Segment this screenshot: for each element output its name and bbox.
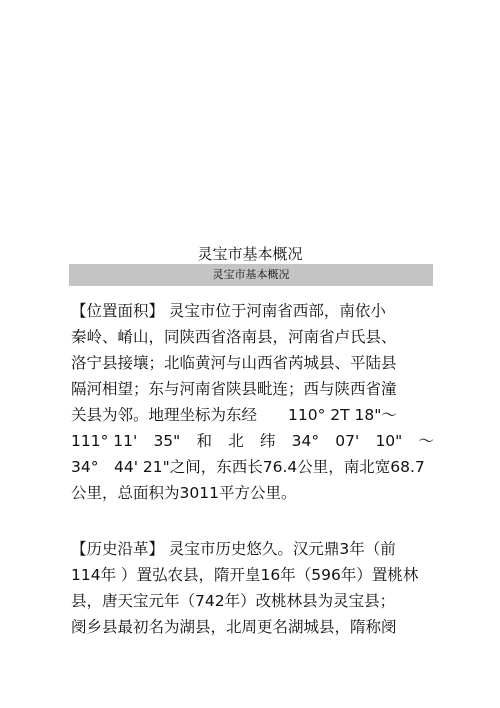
text-line: 隔河相望；东与河南省陕县毗连；西与陕西省潼: [71, 380, 397, 398]
coordinate-token: 北: [228, 432, 244, 450]
coordinate-token: 07': [335, 432, 360, 450]
coordinate-token: 34°: [291, 432, 320, 450]
text-line: 【位置面积】 灵宝市位于河南省西部，南依小: [71, 302, 386, 320]
coordinate-token: 111° 11': [71, 432, 138, 450]
text-line: 县，唐天宝元年（742年）改桃林县为灵宝县；: [71, 592, 396, 610]
coordinate-token: 纬: [259, 432, 276, 450]
coordinate-token: 和: [196, 432, 212, 450]
text-line: 秦岭、崤山，同陕西省洛南县，河南省卢氏县、: [71, 328, 397, 346]
coordinate-line: [71, 428, 434, 454]
coordinate-token: ～: [418, 432, 434, 450]
history-paragraph: [71, 536, 434, 640]
coordinate-token: 10": [375, 432, 403, 450]
location-area-paragraph: [71, 298, 434, 506]
text-line: 34° 44' 21"之间，东西长76.4公里，南北宽68.7: [71, 458, 425, 476]
text-line: 114年 ）置弘农县，隋开皇16年（596年）置桃林: [71, 566, 419, 584]
text-line: 洛宁县接壤；北临黄河与山西省芮城县、平陆县: [71, 354, 397, 372]
text-line: 【历史沿革】 灵宝市历史悠久。汉元鼎3年（前: [71, 540, 396, 558]
subtitle-band: 灵宝市基本概况: [69, 264, 433, 286]
text-line: 阌乡县最初名为湖县，北周更名湖城县，隋称阌: [71, 618, 397, 636]
text-line: 公里，总面积为3011平方公里。: [71, 484, 297, 502]
text-line: 关县为邻。地理坐标为东经 110° 2T 18"～: [71, 406, 397, 424]
coordinate-token: 35": [153, 432, 181, 450]
page-title: 灵宝市基本概况: [197, 245, 303, 263]
